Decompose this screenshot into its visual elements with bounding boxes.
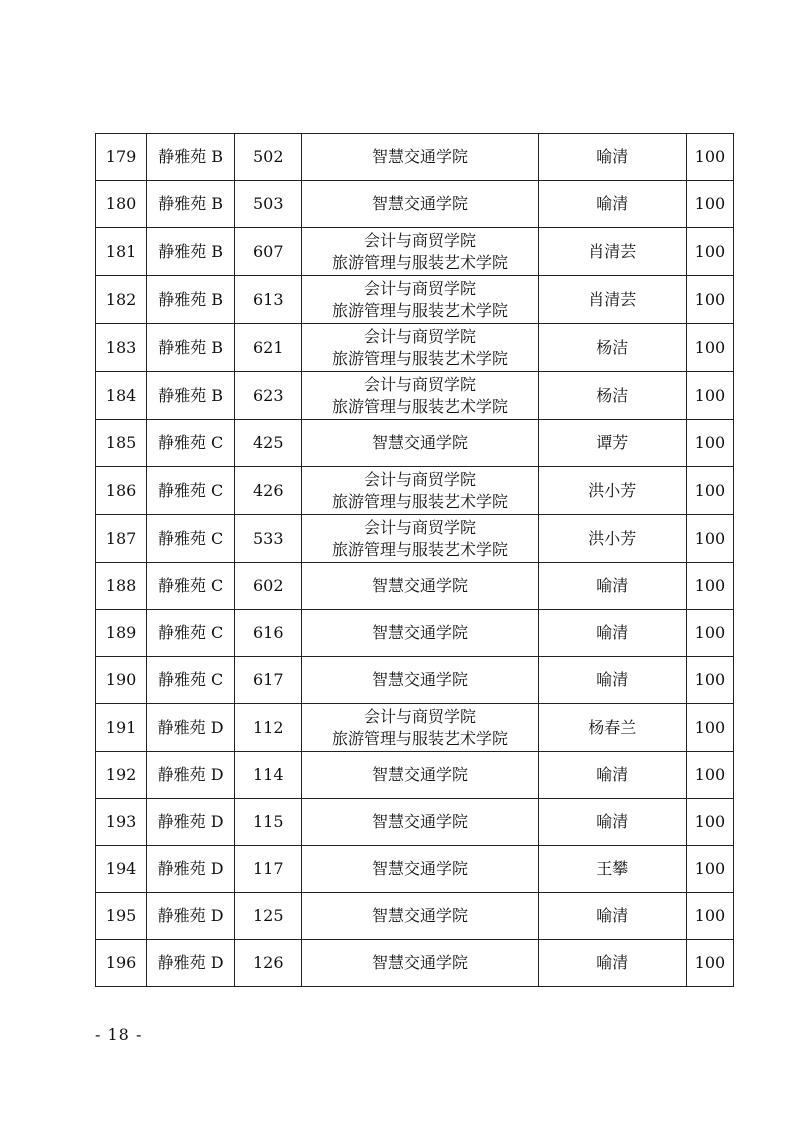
college-name-line: 会计与商贸学院 <box>363 326 476 346</box>
cell-building: 静雅苑 D <box>147 846 235 893</box>
table-row <box>96 276 734 324</box>
college-name-line: 智慧交通学院 <box>371 147 468 166</box>
cell-score: 100 <box>686 276 733 324</box>
cell-college <box>302 515 538 563</box>
cell-teacher: 肖清芸 <box>538 228 686 276</box>
college-name-line: 会计与商贸学院 <box>363 706 476 726</box>
cell-score: 100 <box>686 893 733 940</box>
page-number: - 18 - <box>95 1025 143 1044</box>
cell-college <box>302 420 538 467</box>
cell-college <box>302 893 538 940</box>
cell-number: 180 <box>96 181 147 228</box>
cell-number: 196 <box>96 940 147 987</box>
college-name-line: 会计与商贸学院 <box>363 517 476 537</box>
dormitory-inspection-table <box>95 133 734 987</box>
cell-room: 112 <box>235 704 302 752</box>
cell-college <box>302 704 538 752</box>
cell-college <box>302 940 538 987</box>
table-row <box>96 846 734 893</box>
cell-college <box>302 610 538 657</box>
cell-teacher: 喻清 <box>538 134 686 181</box>
college-name-line: 会计与商贸学院 <box>363 469 476 489</box>
cell-room: 114 <box>235 752 302 799</box>
cell-building: 静雅苑 D <box>147 704 235 752</box>
cell-room: 602 <box>235 563 302 610</box>
table-row <box>96 940 734 987</box>
cell-college <box>302 134 538 181</box>
cell-teacher: 谭芳 <box>538 420 686 467</box>
table-row <box>96 324 734 372</box>
college-name-line: 智慧交通学院 <box>371 623 468 642</box>
cell-number: 183 <box>96 324 147 372</box>
cell-number: 192 <box>96 752 147 799</box>
table-row <box>96 610 734 657</box>
cell-building: 静雅苑 B <box>147 228 235 276</box>
cell-college <box>302 563 538 610</box>
cell-teacher: 洪小芳 <box>538 467 686 515</box>
cell-teacher: 喻清 <box>538 563 686 610</box>
cell-room: 613 <box>235 276 302 324</box>
table-row <box>96 704 734 752</box>
cell-teacher: 王攀 <box>538 846 686 893</box>
table-row <box>96 893 734 940</box>
cell-number: 186 <box>96 467 147 515</box>
cell-score: 100 <box>686 420 733 467</box>
cell-building: 静雅苑 D <box>147 799 235 846</box>
cell-teacher: 喻清 <box>538 610 686 657</box>
cell-number: 187 <box>96 515 147 563</box>
cell-college <box>302 181 538 228</box>
cell-college <box>302 752 538 799</box>
college-name-line: 旅游管理与服装艺术学院 <box>331 728 508 748</box>
cell-number: 188 <box>96 563 147 610</box>
cell-room: 617 <box>235 657 302 704</box>
cell-score: 100 <box>686 610 733 657</box>
cell-room: 607 <box>235 228 302 276</box>
college-name-line: 会计与商贸学院 <box>363 374 476 394</box>
cell-number: 184 <box>96 372 147 420</box>
cell-score: 100 <box>686 752 733 799</box>
table-row <box>96 467 734 515</box>
table-body <box>96 134 734 987</box>
cell-score: 100 <box>686 799 733 846</box>
cell-number: 179 <box>96 134 147 181</box>
cell-room: 533 <box>235 515 302 563</box>
cell-teacher: 杨洁 <box>538 324 686 372</box>
college-name-line: 旅游管理与服装艺术学院 <box>331 396 508 416</box>
cell-teacher: 喻清 <box>538 799 686 846</box>
cell-teacher: 喻清 <box>538 752 686 799</box>
college-name-line: 智慧交通学院 <box>371 670 468 689</box>
cell-room: 126 <box>235 940 302 987</box>
table-row <box>96 181 734 228</box>
college-name-line: 智慧交通学院 <box>371 859 468 878</box>
cell-number: 193 <box>96 799 147 846</box>
cell-score: 100 <box>686 467 733 515</box>
cell-score: 100 <box>686 228 733 276</box>
college-name-line: 智慧交通学院 <box>371 953 468 972</box>
table-row <box>96 563 734 610</box>
college-name-line: 智慧交通学院 <box>371 906 468 925</box>
college-name-line: 智慧交通学院 <box>371 194 468 213</box>
cell-score: 100 <box>686 134 733 181</box>
cell-college <box>302 467 538 515</box>
table-row <box>96 752 734 799</box>
cell-college <box>302 846 538 893</box>
cell-number: 181 <box>96 228 147 276</box>
cell-score: 100 <box>686 515 733 563</box>
table-row <box>96 372 734 420</box>
cell-building: 静雅苑 B <box>147 181 235 228</box>
cell-number: 194 <box>96 846 147 893</box>
cell-score: 100 <box>686 181 733 228</box>
table-row <box>96 657 734 704</box>
cell-room: 117 <box>235 846 302 893</box>
cell-teacher: 杨洁 <box>538 372 686 420</box>
college-name-line: 旅游管理与服装艺术学院 <box>331 300 508 320</box>
cell-number: 195 <box>96 893 147 940</box>
cell-building: 静雅苑 C <box>147 563 235 610</box>
college-name-line: 旅游管理与服装艺术学院 <box>331 539 508 559</box>
college-name-line: 会计与商贸学院 <box>363 230 476 250</box>
cell-building: 静雅苑 C <box>147 610 235 657</box>
cell-building: 静雅苑 C <box>147 657 235 704</box>
college-name-line: 智慧交通学院 <box>371 812 468 831</box>
cell-score: 100 <box>686 704 733 752</box>
cell-score: 100 <box>686 657 733 704</box>
cell-teacher: 肖清芸 <box>538 276 686 324</box>
cell-number: 182 <box>96 276 147 324</box>
cell-building: 静雅苑 D <box>147 752 235 799</box>
college-name-line: 旅游管理与服装艺术学院 <box>331 252 508 272</box>
college-name-line: 旅游管理与服装艺术学院 <box>331 491 508 511</box>
cell-teacher: 杨春兰 <box>538 704 686 752</box>
cell-building: 静雅苑 D <box>147 940 235 987</box>
table-row <box>96 134 734 181</box>
cell-teacher: 喻清 <box>538 940 686 987</box>
cell-building: 静雅苑 B <box>147 324 235 372</box>
cell-score: 100 <box>686 324 733 372</box>
cell-room: 125 <box>235 893 302 940</box>
cell-score: 100 <box>686 940 733 987</box>
cell-room: 115 <box>235 799 302 846</box>
cell-teacher: 喻清 <box>538 893 686 940</box>
cell-number: 185 <box>96 420 147 467</box>
cell-number: 191 <box>96 704 147 752</box>
cell-number: 190 <box>96 657 147 704</box>
cell-teacher: 喻清 <box>538 657 686 704</box>
cell-score: 100 <box>686 372 733 420</box>
cell-teacher: 洪小芳 <box>538 515 686 563</box>
cell-room: 616 <box>235 610 302 657</box>
cell-building: 静雅苑 C <box>147 420 235 467</box>
cell-building: 静雅苑 B <box>147 276 235 324</box>
table-row <box>96 420 734 467</box>
cell-teacher: 喻清 <box>538 181 686 228</box>
cell-building: 静雅苑 B <box>147 372 235 420</box>
cell-college <box>302 657 538 704</box>
cell-score: 100 <box>686 563 733 610</box>
cell-building: 静雅苑 C <box>147 515 235 563</box>
table-row <box>96 799 734 846</box>
cell-college <box>302 276 538 324</box>
table-row <box>96 228 734 276</box>
cell-college <box>302 799 538 846</box>
college-name-line: 智慧交通学院 <box>371 576 468 595</box>
college-name-line: 会计与商贸学院 <box>363 278 476 298</box>
college-name-line: 智慧交通学院 <box>371 765 468 784</box>
cell-room: 623 <box>235 372 302 420</box>
cell-college <box>302 372 538 420</box>
college-name-line: 旅游管理与服装艺术学院 <box>331 348 508 368</box>
cell-number: 189 <box>96 610 147 657</box>
cell-building: 静雅苑 B <box>147 134 235 181</box>
cell-room: 621 <box>235 324 302 372</box>
cell-room: 425 <box>235 420 302 467</box>
cell-room: 502 <box>235 134 302 181</box>
cell-room: 426 <box>235 467 302 515</box>
cell-room: 503 <box>235 181 302 228</box>
cell-college <box>302 324 538 372</box>
cell-building: 静雅苑 D <box>147 893 235 940</box>
table-row <box>96 515 734 563</box>
college-name-line: 智慧交通学院 <box>371 433 468 452</box>
cell-college <box>302 228 538 276</box>
cell-building: 静雅苑 C <box>147 467 235 515</box>
cell-score: 100 <box>686 846 733 893</box>
